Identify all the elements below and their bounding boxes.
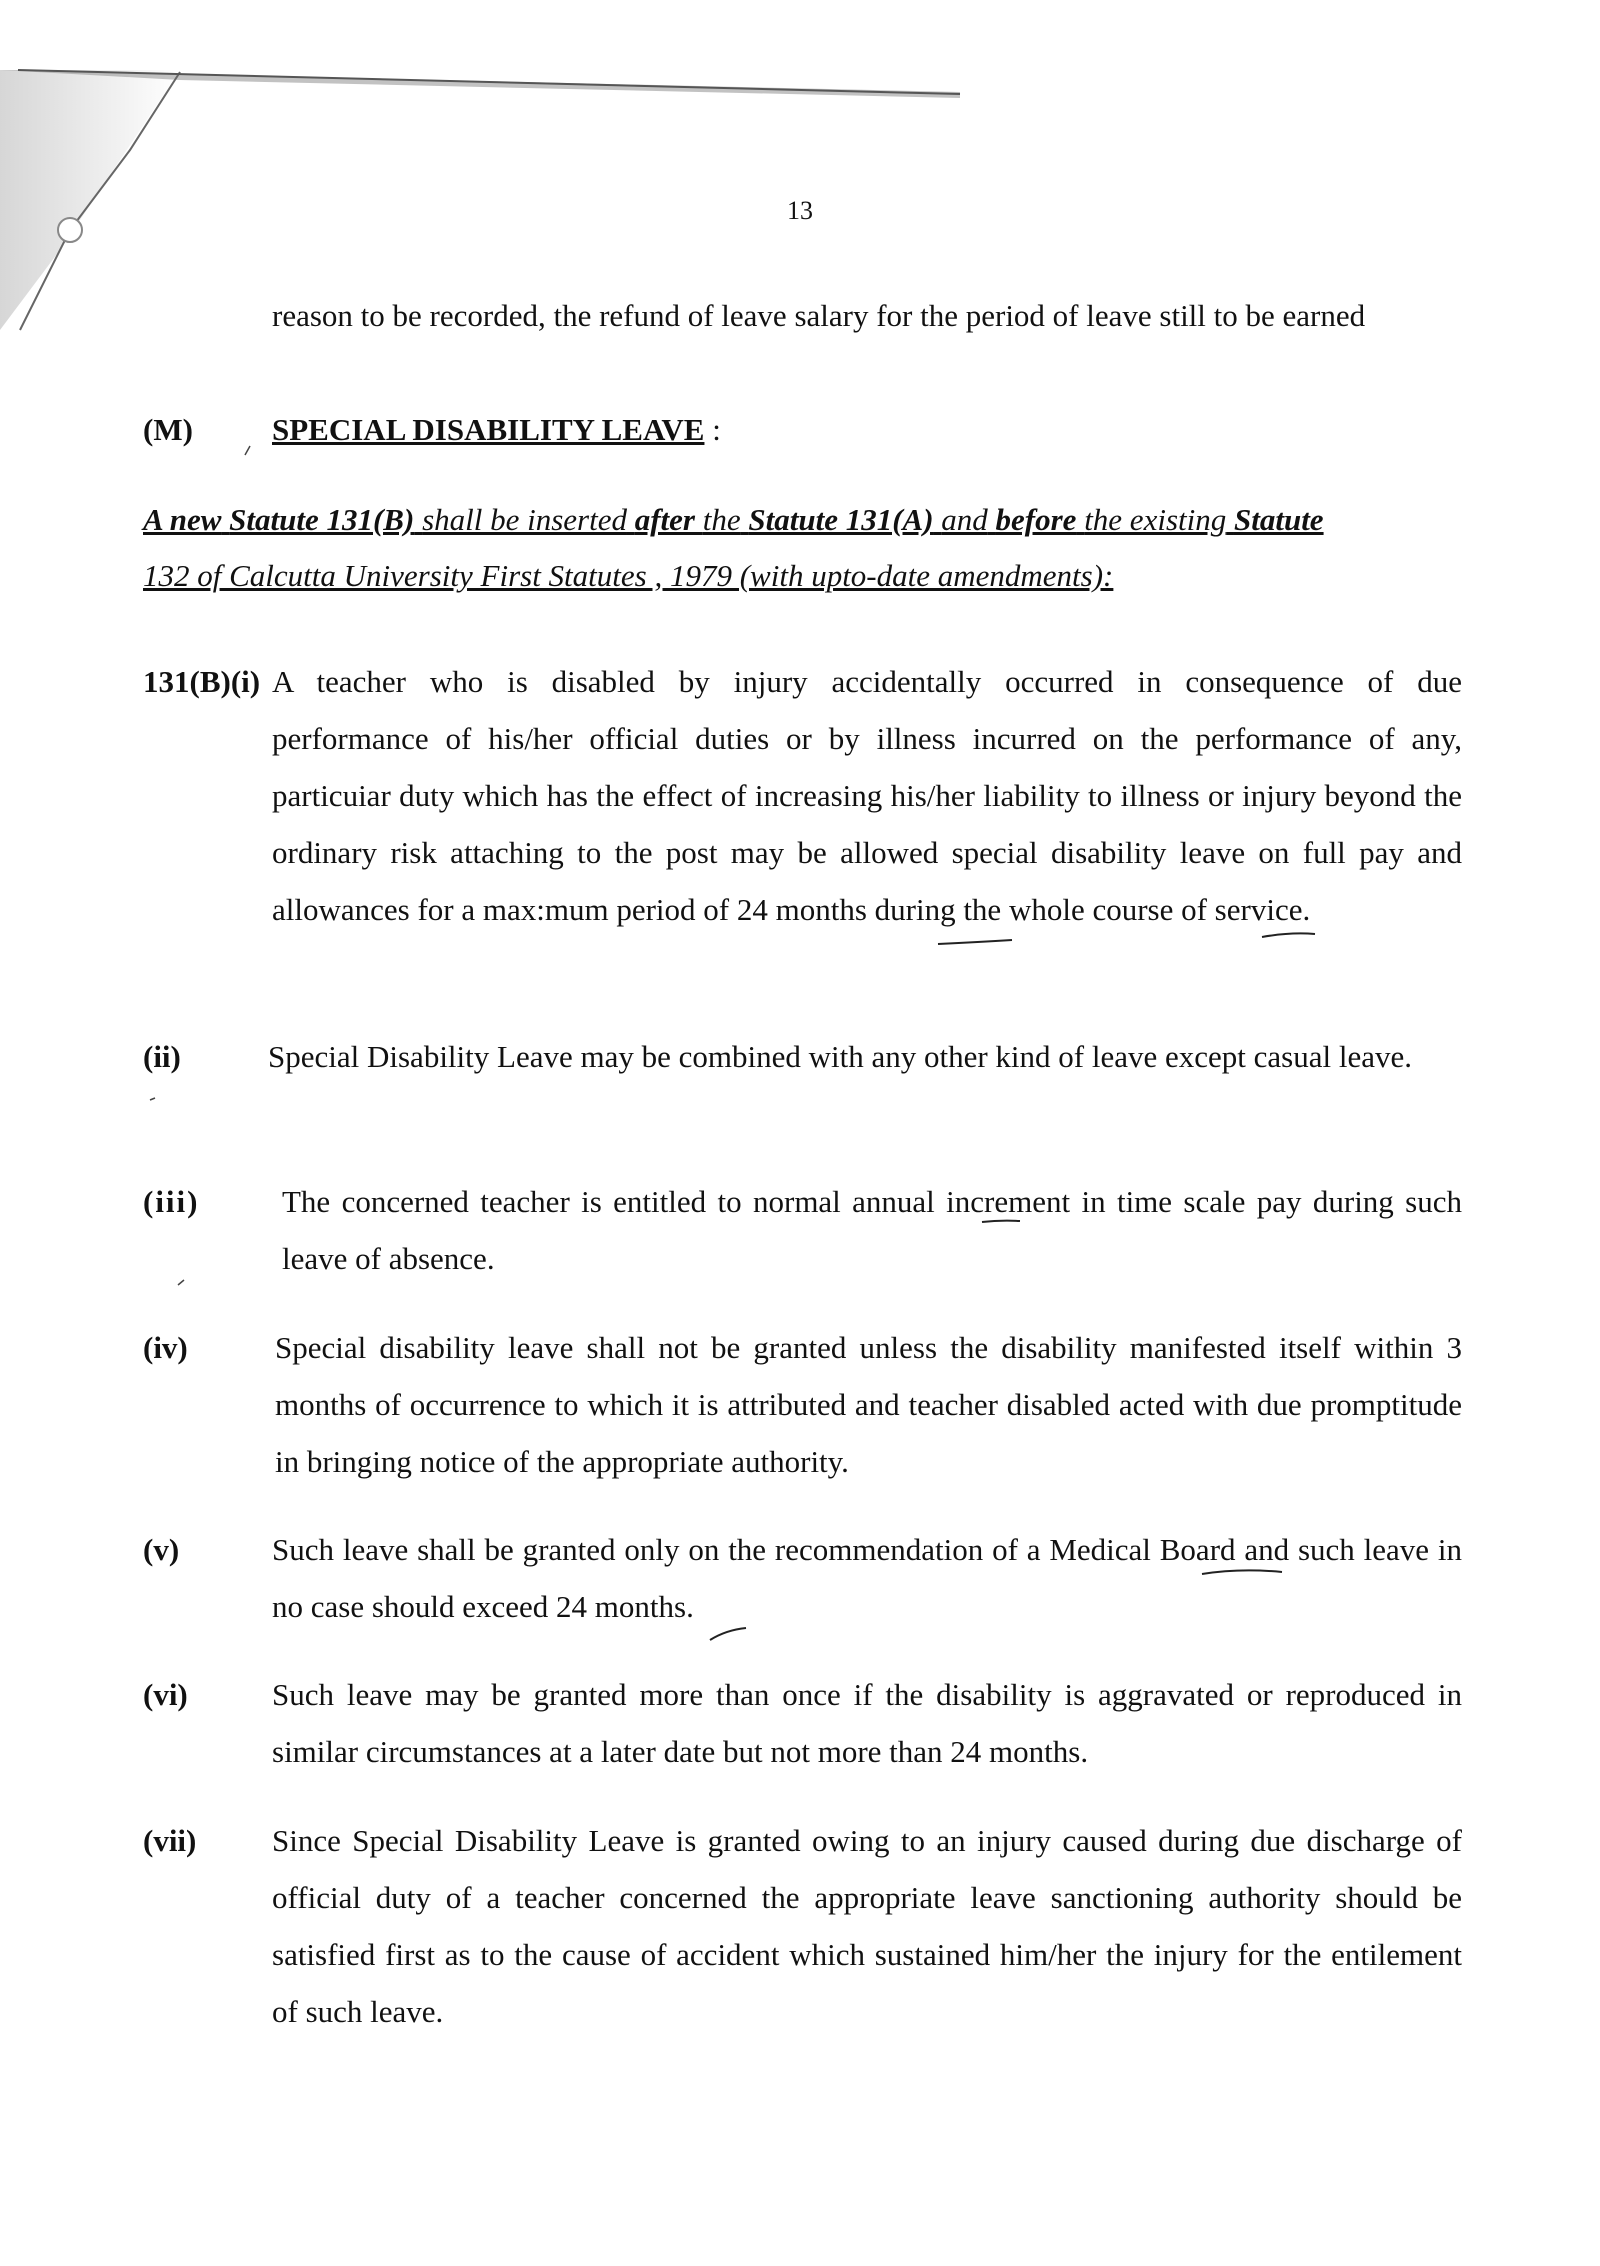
section-label: (M) <box>143 412 193 447</box>
intro-part: before <box>995 502 1077 537</box>
intro-part: Statute 131(B) <box>229 502 415 537</box>
intro-part: the <box>702 502 741 537</box>
clause-label-iii: (iii) <box>143 1184 200 1219</box>
intro-part: after <box>634 502 695 537</box>
intro-part: and <box>941 502 988 537</box>
intro-part: Statute <box>1233 502 1324 537</box>
section-colon: : <box>712 412 721 447</box>
section-title: SPECIAL DISABILITY LEAVE <box>272 412 705 447</box>
clause-iii-text: The concerned teacher is entitled to normal annual increment in time scale pay during such leave of absence. <box>282 1184 1462 1276</box>
intro-part: Statute 131(A) <box>748 502 934 537</box>
clause-v-text: Such leave shall be granted only on the recommendation of a Medical Board and such leave in no case should exceed 24 months. <box>272 1532 1462 1624</box>
clause-label-vi: (vi) <box>143 1677 188 1712</box>
clause-iv-text: Special disability leave shall not be granted unless the disability manifested itself within 3 months of occurrence to which it is attributed and teacher disabled acted with due promptitude in bringing notice of the appropriate authority. <box>275 1330 1462 1479</box>
intro-part: A new <box>143 502 222 537</box>
clause-label-iv: (iv) <box>143 1330 188 1365</box>
clause-i-first-line: A teacher who is disabled by injury accidentally occurred in consequence of due <box>272 664 1462 699</box>
carryover-text: reason to be recorded, the refund of leave salary for the period of leave still to be earned <box>272 298 1366 333</box>
clause-label-v: (v) <box>143 1532 180 1567</box>
page-number: 13 <box>787 196 813 225</box>
clause-vi-text: Such leave may be granted more than once if the disability is aggravated or reproduced in similar circumstances at a later date but not more than 24 months. <box>272 1677 1462 1769</box>
clause-ii-text: Special Disability Leave may be combined with any other kind of leave except casual leave. <box>268 1039 1412 1074</box>
intro-part: the existing <box>1084 502 1227 537</box>
clause-vii-text: Since Special Disability Leave is granted owing to an injury caused during due discharge of official duty of a teacher concerned the appropriate leave sanctioning authority should be satisfied first as to the cause of accident which sustained him/her the injury for the entilement of such leave. <box>272 1823 1462 2029</box>
clause-label-vii: (vii) <box>143 1823 197 1858</box>
intro-line-2: 132 of Calcutta University First Statutes , 1979 (with upto-date amendments): <box>143 558 1114 593</box>
clause-label-ii: (ii) <box>143 1039 181 1074</box>
clause-label-i: 131(B)(i) <box>143 664 261 699</box>
clause-i-text: performance of his/her official duties or by illness incurred on the performance of any, particuiar duty which has the effect of increasing his/her liability to illness or injury beyond the ordinary risk attaching to the post may be allowed special disability leave on full pay and allowances for a max:mum period of 24 months during the whole course of service. <box>272 721 1462 927</box>
intro-part: shall be inserted <box>422 502 627 537</box>
